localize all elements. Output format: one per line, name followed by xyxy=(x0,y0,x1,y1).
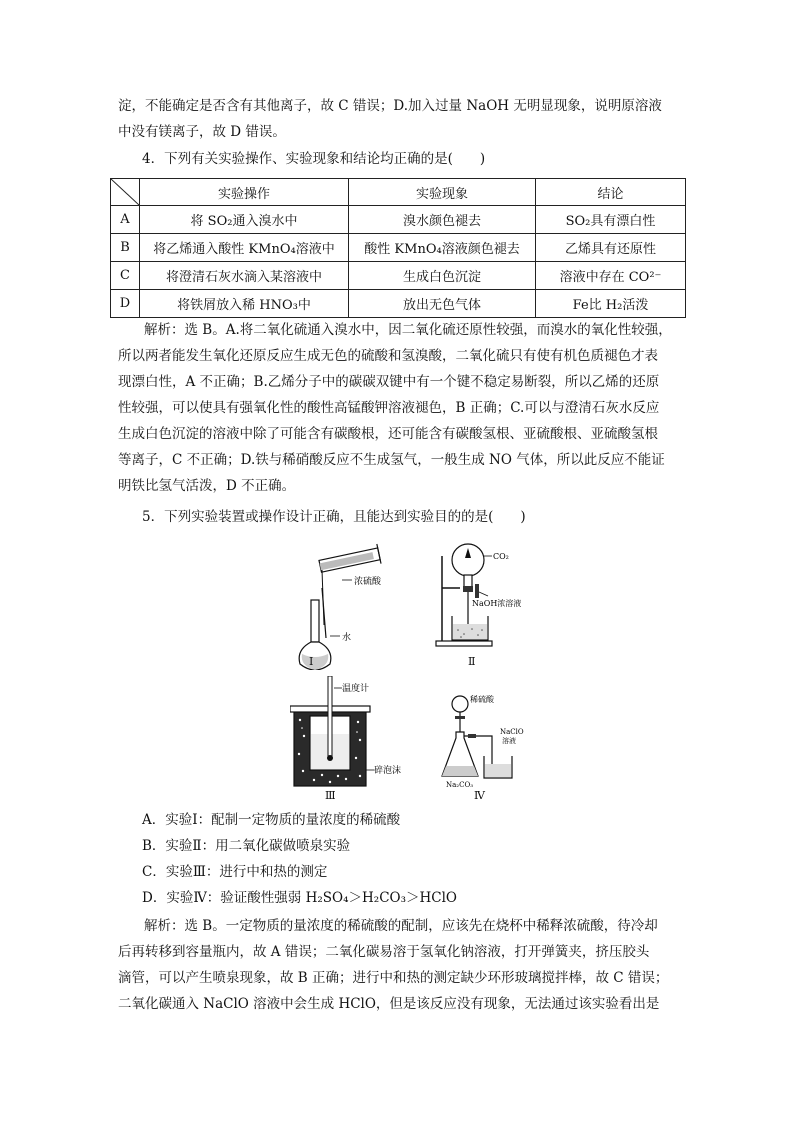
fig3-label-foam: 碎泡沫 xyxy=(374,766,402,776)
q4-analysis-line-6: 等离子，C 不正确；D.铁与稀硝酸反应不生成氢气，一般生成 NO 气体，所以此反应不能证 xyxy=(118,452,665,468)
option-c: C．实验Ⅲ：进行中和热的测定 xyxy=(142,864,328,880)
option-a: A．实验Ⅰ：配制一定物质的量浓度的稀硫酸 xyxy=(142,812,401,828)
row-operation: 将 SO₂通入溴水中 xyxy=(140,206,349,234)
row-conclusion: 乙烯具有还原性 xyxy=(536,234,686,262)
header-conclusion: 结论 xyxy=(536,179,686,206)
table-row xyxy=(111,234,686,262)
apparatus-figure-1 xyxy=(290,540,410,670)
row-phenomenon: 溴水颜色褪去 xyxy=(349,206,536,234)
row-label: A xyxy=(111,206,140,234)
question-4-table xyxy=(110,178,686,318)
q4-analysis-line-2: 所以两者能发生氧化还原反应生成无色的硫酸和氢溴酸，二氧化硫只有使有机色质褪色才表 xyxy=(118,348,658,364)
option-b: B．实验Ⅱ：用二氧化碳做喷泉实验 xyxy=(142,838,351,854)
diagonal-line-icon xyxy=(111,179,139,205)
q5-analysis-line-4: 二氧化碳通入 NaClO 溶液中会生成 HClO，但是该反应没有现象，无法通过该实验看出是 xyxy=(118,996,660,1012)
q5-analysis-line-3: 滴管，可以产生喷泉现象，故 B 正确；进行中和热的测定缺少环形玻璃搅拌棒，故 C 错误； xyxy=(118,970,669,986)
row-conclusion: SO₂具有漂白性 xyxy=(536,206,686,234)
fig4-label-naclo: NaClO xyxy=(500,728,524,736)
row-conclusion: Fe比 H₂活泼 xyxy=(536,290,686,318)
fig2-label-gas: CO₂ xyxy=(493,552,509,561)
fig4-numeral: Ⅳ xyxy=(474,789,485,802)
row-phenomenon: 放出无色气体 xyxy=(349,290,536,318)
fig1-numeral: Ⅰ xyxy=(309,655,314,668)
table-row xyxy=(111,206,686,234)
apparatus-figure-2 xyxy=(432,536,542,654)
q4-analysis-line-1: 解析：选 B。A.将二氧化硫通入溴水中，因二氧化硫还原性较强，而溴水的氧化性较强， xyxy=(144,322,672,338)
table-row xyxy=(111,290,686,318)
header-operation: 实验操作 xyxy=(140,179,349,206)
q4-analysis-line-3: 现漂白性，A 不正确；B.乙烯分子中的碳碳双键中有一个键不稳定易断裂，所以乙烯的还原 xyxy=(118,374,660,390)
question-5-stem: 5．下列实验装置或操作设计正确，且能达到实验目的的是( ) xyxy=(142,509,526,525)
apparatus-figure-3 xyxy=(290,676,410,788)
row-operation: 将澄清石灰水滴入某溶液中 xyxy=(140,262,349,290)
row-operation: 将铁屑放入稀 HNO₃中 xyxy=(140,290,349,318)
table-header-row xyxy=(111,179,686,206)
question-4-stem: 4．下列有关实验操作、实验现象和结论均正确的是( ) xyxy=(142,151,486,167)
q5-analysis-line-1: 解析：选 B。一定物质的量浓度的稀硫酸的配制，应该先在烧杯中稀释浓硫酸，待冷却 xyxy=(144,918,658,934)
q4-analysis-line-5: 生成白色沉淀的溶液中除了可能含有碳酸根，还可能含有碳酸氢根、亚硫酸根、亚硫酸氢根 xyxy=(118,426,658,442)
intro-line-2: 中没有镁离子，故 D 错误。 xyxy=(118,124,286,140)
row-label: B xyxy=(111,234,140,262)
row-operation: 将乙烯通入酸性 KMnO₄溶液中 xyxy=(140,234,349,262)
fig4-label-acid: 稀硫酸 xyxy=(470,695,494,704)
q4-analysis-line-4: 性较强，可以使具有强氧化性的酸性高锰酸钾溶液褪色，B 正确；C.可以与澄清石灰水反应 xyxy=(118,400,660,416)
fig1-label-water: 水 xyxy=(342,633,352,643)
table-row xyxy=(111,262,686,290)
row-label: C xyxy=(111,262,140,290)
table-corner-cell xyxy=(111,179,140,206)
fig4-label-naclo-solution: 溶液 xyxy=(502,737,516,745)
fig3-label-thermometer: 温度计 xyxy=(342,684,370,694)
fig3-numeral: Ⅲ xyxy=(325,789,336,802)
row-phenomenon: 酸性 KMnO₄溶液颜色褪去 xyxy=(349,234,536,262)
row-phenomenon: 生成白色沉淀 xyxy=(349,262,536,290)
row-conclusion: 溶液中存在 CO²⁻ xyxy=(536,262,686,290)
apparatus-figure-4 xyxy=(440,690,550,790)
fig2-label-solution: NaOH浓溶液 xyxy=(472,599,522,608)
fig1-label-acid: 浓硫酸 xyxy=(354,577,382,587)
intro-line-1: 淀，不能确定是否含有其他离子，故 C 错误；D.加入过量 NaOH 无明显现象，说明原溶液 xyxy=(118,98,662,114)
fig2-numeral: Ⅱ xyxy=(468,655,476,668)
q4-analysis-line-7: 明铁比氢气活泼，D 不正确。 xyxy=(118,478,296,494)
row-label: D xyxy=(111,290,140,318)
header-phenomenon: 实验现象 xyxy=(349,179,536,206)
q5-analysis-line-2: 后再转移到容量瓶内，故 A 错误；二氧化碳易溶于氢氧化钠溶液，打开弹簧夹，挤压胶头 xyxy=(118,944,650,960)
fig4-label-na2co3: Na₂CO₃ xyxy=(446,781,474,789)
option-d: D．实验Ⅳ：验证酸性强弱 H₂SO₄＞H₂CO₃＞HClO xyxy=(142,890,457,906)
